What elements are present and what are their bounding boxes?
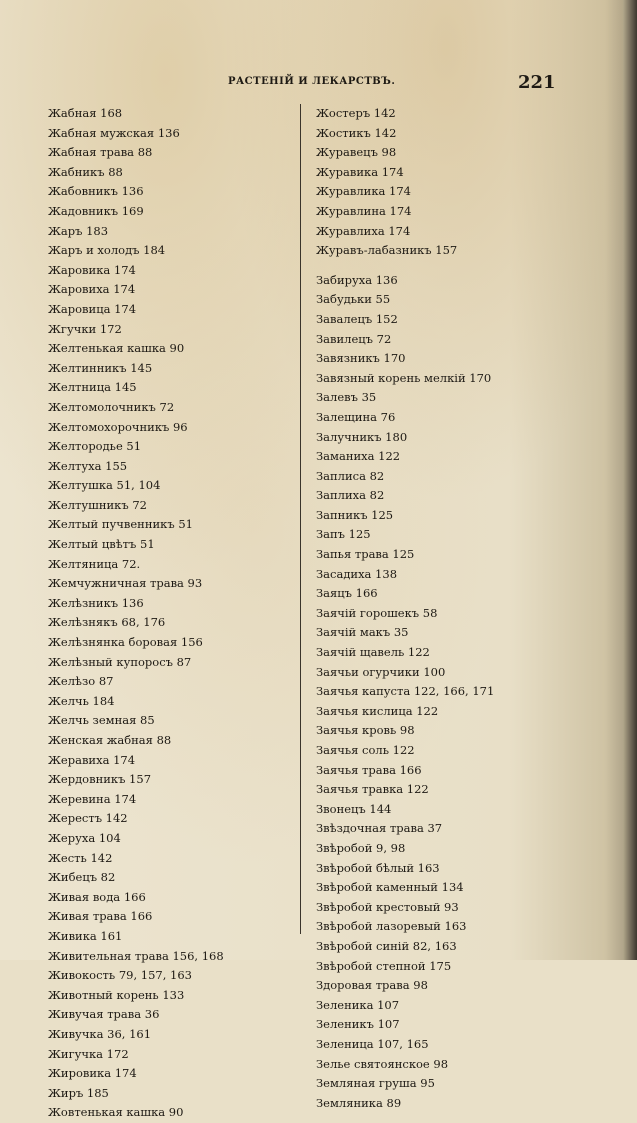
index-group-z bbox=[316, 271, 576, 1114]
index-entry: Желтушка 51, 104 bbox=[48, 478, 161, 493]
index-entry: Желѣзный купоросъ 87 bbox=[48, 654, 192, 669]
index-entry: Жабовникъ 136 bbox=[48, 184, 144, 199]
index-entry: Жеревина 174 bbox=[48, 791, 137, 806]
index-entry: Желтница 145 bbox=[48, 380, 137, 395]
index-entry: Заячья кровь 98 bbox=[316, 723, 415, 738]
index-column-right bbox=[316, 104, 576, 1113]
index-entry: Желтый цвѣтъ 51 bbox=[48, 537, 155, 552]
index-entry: Запъ 125 bbox=[316, 527, 371, 542]
index-entry: Жаровиха 174 bbox=[48, 282, 136, 297]
index-entry: Жаръ и холодъ 184 bbox=[48, 243, 166, 258]
index-entry: Заплиха 82 bbox=[316, 488, 385, 503]
index-entry: Запья трава 125 bbox=[316, 547, 415, 562]
index-entry: Жаровика 174 bbox=[48, 262, 136, 277]
index-entry: Живая вода 166 bbox=[48, 889, 146, 904]
index-entry: Животный корень 133 bbox=[48, 987, 185, 1002]
index-entry: Залучникъ 180 bbox=[316, 429, 408, 444]
index-entry: Звѣробой синій 82, 163 bbox=[316, 938, 457, 953]
page-header bbox=[0, 72, 637, 94]
index-entry: Забудьки 55 bbox=[316, 292, 391, 307]
index-entry: Желтуха 155 bbox=[48, 458, 128, 473]
index-entry: Звѣробой каменный 134 bbox=[316, 880, 464, 895]
index-entry: Заячья капуста 122, 166, 171 bbox=[316, 684, 495, 699]
index-entry: Заячья трава 166 bbox=[316, 762, 422, 777]
index-entry: Журавика 174 bbox=[316, 164, 404, 179]
index-entry: Журавлина 174 bbox=[316, 203, 412, 218]
index-entry: Жировика 174 bbox=[48, 1066, 137, 1081]
index-column-left bbox=[48, 104, 308, 1123]
index-entry: Живика 161 bbox=[48, 928, 123, 943]
running-head: РАСТЕНІЙ И ЛЕКАРСТВЪ. bbox=[228, 76, 396, 87]
index-group-zh bbox=[316, 104, 576, 261]
index-entry: Женская жабная 88 bbox=[48, 733, 172, 747]
index-entry: Желчь земная 85 bbox=[48, 713, 155, 728]
index-entry: Живая трава 166 bbox=[48, 909, 153, 924]
index-entry: Залевъ 35 bbox=[316, 390, 377, 405]
index-entry: Журавъ-лабазникъ 157 bbox=[316, 243, 458, 258]
index-entry: Забируха 136 bbox=[316, 272, 398, 287]
index-entry: Жиръ 185 bbox=[48, 1085, 109, 1100]
index-entry: Заманиха 122 bbox=[316, 449, 401, 464]
index-entry: Журавлика 174 bbox=[316, 184, 411, 199]
index-entry: Завязный корень мелкій 170 bbox=[316, 370, 492, 385]
index-entry: Желтенькая кашка 90 bbox=[48, 341, 185, 356]
index-entry: Звѣробой 9, 98 bbox=[316, 840, 406, 855]
index-entry: Засадиха 138 bbox=[316, 566, 398, 581]
index-entry: Жабная 168 bbox=[48, 106, 123, 120]
index-entry: Жеравиха 174 bbox=[48, 752, 136, 767]
index-entry: Запникъ 125 bbox=[316, 507, 394, 522]
index-entry: Жаровица 174 bbox=[48, 301, 137, 316]
index-entry: Желтомолочникъ 72 bbox=[48, 399, 175, 414]
index-entry: Журавецъ 98 bbox=[316, 145, 397, 160]
index-entry: Залещина 76 bbox=[316, 409, 396, 424]
index-entry: Здоровая трава 98 bbox=[316, 978, 428, 993]
index-entry: Живокость 79, 157, 163 bbox=[48, 968, 192, 983]
index-entry: Жесть 142 bbox=[48, 850, 113, 865]
page-number: 221 bbox=[518, 72, 556, 93]
index-entry: Заячьи огурчики 100 bbox=[316, 664, 446, 679]
index-entry: Желтинникъ 145 bbox=[48, 360, 153, 375]
group-gap bbox=[316, 261, 576, 271]
index-entry: Жердовникъ 157 bbox=[48, 772, 152, 787]
index-entry: Заплиса 82 bbox=[316, 468, 385, 483]
index-entry: Зеленикъ 107 bbox=[316, 1017, 400, 1032]
index-entry: Желтородье 51 bbox=[48, 439, 142, 454]
index-entry: Желѣзнянка боровая 156 bbox=[48, 635, 203, 650]
index-entry: Зелье святоянское 98 bbox=[316, 1056, 449, 1071]
index-entry: Жабная мужская 136 bbox=[48, 125, 180, 140]
index-entry: Желтый пучвенникъ 51 bbox=[48, 517, 193, 532]
index-entry: Жигучка 172 bbox=[48, 1046, 129, 1061]
index-entry: Заячій макъ 35 bbox=[316, 625, 409, 640]
index-entry: Жостеръ 142 bbox=[316, 106, 396, 120]
index-entry: Желѣзнякъ 68, 176 bbox=[48, 615, 166, 630]
index-entry: Звѣробой бѣлый 163 bbox=[316, 860, 440, 875]
book-spine bbox=[623, 0, 637, 960]
index-entry: Желтомохорочникъ 96 bbox=[48, 419, 188, 434]
index-entry: Завязникъ 170 bbox=[316, 351, 406, 366]
index-entry: Заячья травка 122 bbox=[316, 782, 429, 797]
index-entry: Желтяница 72. bbox=[48, 556, 141, 571]
index-entry: Зеленица 107, 165 bbox=[316, 1036, 429, 1051]
index-entry: Жаръ 183 bbox=[48, 223, 109, 238]
index-entry: Жостикъ 142 bbox=[316, 125, 397, 140]
index-entry: Земляная груша 95 bbox=[316, 1076, 435, 1091]
index-entry: Журавлиха 174 bbox=[316, 223, 411, 238]
index-entry: Желчь 184 bbox=[48, 693, 115, 708]
index-entry: Жабникъ 88 bbox=[48, 164, 123, 179]
index-entry: Земляника 89 bbox=[316, 1095, 402, 1110]
column-divider bbox=[300, 104, 301, 934]
index-entry: Жерестъ 142 bbox=[48, 811, 128, 826]
index-entry: Живучка 36, 161 bbox=[48, 1026, 152, 1041]
index-entry: Заячья кислица 122 bbox=[316, 703, 439, 718]
index-entry: Желѣзо 87 bbox=[48, 674, 114, 689]
index-entry: Живительная трава 156, 168 bbox=[48, 948, 224, 963]
index-entry: Завилецъ 72 bbox=[316, 331, 392, 346]
index-entry: Заячья соль 122 bbox=[316, 743, 415, 757]
index-entry: Завалецъ 152 bbox=[316, 311, 398, 326]
index-entry: Звѣздочная трава 37 bbox=[316, 821, 443, 836]
index-entry: Жадовникъ 169 bbox=[48, 203, 144, 218]
index-entry: Звѣробой степной 175 bbox=[316, 958, 452, 973]
index-entry: Звонецъ 144 bbox=[316, 801, 392, 816]
index-entry: Жовтенькая кашка 90 bbox=[48, 1105, 184, 1120]
index-entry: Жеруха 104 bbox=[48, 830, 121, 845]
index-entry: Звѣробой лазоревый 163 bbox=[316, 919, 467, 934]
index-entry: Жемчужничная трава 93 bbox=[48, 576, 203, 591]
index-entry: Заячій горошекъ 58 bbox=[316, 605, 438, 620]
index-entry: Живучая трава 36 bbox=[48, 1007, 160, 1022]
index-entry: Звѣробой крестовый 93 bbox=[316, 899, 459, 914]
index-entry: Жабная трава 88 bbox=[48, 145, 153, 160]
index-entry: Желтушникъ 72 bbox=[48, 497, 147, 512]
index-entry: Заячій щавель 122 bbox=[316, 645, 430, 660]
index-entry: Жибецъ 82 bbox=[48, 870, 116, 885]
index-entry: Желѣзникъ 136 bbox=[48, 595, 144, 610]
index-entry: Жгучки 172 bbox=[48, 321, 122, 336]
index-entry: Заяцъ 166 bbox=[316, 586, 378, 601]
index-entry: Зеленика 107 bbox=[316, 997, 400, 1012]
